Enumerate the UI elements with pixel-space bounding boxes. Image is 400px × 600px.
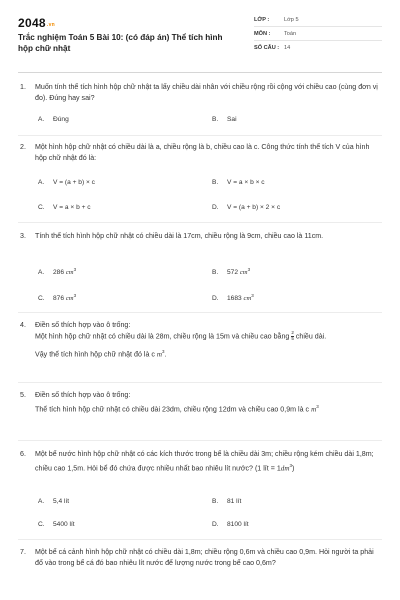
option-d[interactable] (212, 204, 280, 211)
option-letter: C. (38, 204, 45, 211)
question-number: 7. (20, 548, 26, 556)
question-text: Điền số thích hợp vào ô trống: (35, 321, 131, 329)
question-text: Một hình hộp chữ nhật có chiều dài là a, chiều rộng là b, chiều cao là c. Công thức tính thể tích V của hình hộp chữ nhật đó là: (35, 143, 370, 162)
option-value: 1683 (227, 295, 242, 303)
unit-exponent: 3 (316, 404, 319, 409)
body-text-end: chiều dài. (295, 332, 327, 341)
option-letter: A. (38, 116, 45, 123)
question-text: Tính thể tích hình hộp chữ nhật có chiều dài là 17cm, chiều rộng là 9cm, chiều cao là 11cm. (35, 232, 324, 240)
option-value: 286 (53, 269, 65, 277)
option-letter: B. (212, 269, 219, 277)
question-body (35, 331, 380, 343)
option-text: 8100 lít (227, 521, 249, 528)
option-b[interactable] (212, 116, 237, 123)
question-divider (18, 440, 382, 441)
question-text-end: ) (291, 464, 295, 473)
unit: cm (243, 295, 252, 303)
header-divider (18, 72, 382, 73)
option-letter: B. (212, 116, 219, 123)
option-text: V = (a + b) × 2 × c (227, 204, 281, 211)
unit: cm (239, 269, 248, 277)
subject-value: Toán (284, 31, 297, 37)
option-text: 81 lít (227, 498, 242, 505)
option-letter: C. (38, 521, 45, 528)
unit-exponent: 3 (73, 267, 77, 272)
page-title: Trắc nghiệm Toán 5 Bài 10: (có đáp án) Thể tích hình hộp chữ nhật (18, 33, 223, 53)
question-number: 4. (20, 321, 26, 329)
body-text: Thể tích hình hộp chữ nhật có chiều dài 23dm, chiều rộng 12dm và chiều cao 0,9m là c (35, 405, 310, 414)
body-text: Một hình hộp chữ nhật có chiều dài là 28m, chiều rộng là 15m và chiều cao bằng (35, 332, 290, 341)
unit-exponent: 3 (251, 293, 254, 298)
fraction-numerator: 2 (291, 330, 294, 335)
question-5 (20, 390, 380, 415)
option-text: 5,4 lít (53, 498, 70, 505)
question-body (35, 401, 380, 415)
site-logo[interactable] (18, 16, 55, 30)
meta-divider (254, 26, 382, 27)
question-number: 1. (20, 83, 26, 91)
option-d[interactable] (212, 293, 254, 302)
question-1 (20, 82, 380, 104)
option-c[interactable] (38, 204, 91, 211)
option-text: V = (a + b) × c (53, 179, 95, 186)
fraction-denominator: 5 (291, 335, 294, 341)
question-divider (18, 539, 382, 540)
question-divider (18, 135, 382, 136)
question-number: 2. (20, 143, 26, 151)
unit-exponent: 3 (289, 463, 292, 468)
option-letter: A. (38, 498, 45, 505)
question-answer-line (35, 346, 380, 360)
option-text: V = a × b × c (227, 179, 265, 186)
option-letter: A. (38, 269, 45, 277)
question-number: 5. (20, 391, 26, 399)
option-letter: D. (212, 521, 219, 528)
option-c[interactable] (38, 521, 75, 528)
option-c[interactable] (38, 293, 76, 302)
logo-suffix: .vn (46, 22, 56, 28)
question-3 (20, 231, 380, 242)
unit-exponent: 3 (162, 348, 165, 354)
option-b[interactable] (212, 267, 250, 276)
option-letter: B. (212, 179, 219, 186)
question-text-main: Một bể nước hình hộp chữ nhật có các kích thước trong bể là chiều dài 3m; chiều rộng kém chiều dài 1,8m; chiều cao 1,5m. Hỏi bể đó chứa được nhiều nhất bao nhiêu lít nước? (1 lít = 1 (35, 450, 374, 473)
option-b[interactable] (212, 498, 241, 505)
answer-end: . (164, 349, 167, 358)
option-letter: C. (38, 295, 45, 303)
question-text (35, 449, 380, 474)
unit: m (156, 349, 163, 358)
logo-text: 2048 (18, 16, 46, 30)
class-label: LỚP : (254, 17, 270, 23)
question-divider (18, 382, 382, 383)
unit-exponent: 3 (73, 293, 77, 298)
question-number: 6. (20, 450, 26, 458)
question-number: 3. (20, 232, 26, 240)
option-a[interactable] (38, 116, 69, 123)
question-2 (20, 142, 380, 164)
option-text: Đúng (53, 116, 69, 123)
option-a[interactable] (38, 498, 69, 505)
option-a[interactable] (38, 267, 76, 276)
option-value: 876 (53, 295, 65, 303)
meta-divider (254, 40, 382, 41)
option-text: 5400 lít (53, 521, 75, 528)
option-d[interactable] (212, 521, 249, 528)
option-letter: D. (212, 204, 219, 211)
question-text: Một bể cá cảnh hình hộp chữ nhật có chiều dài 1,8m; chiều rộng 0,6m và chiều cao 0,9m. Hỏi người ta phải đổ vào trong bể cá đó bao nhiêu lít nước để lượng nước trong bể cao 0,6m? (35, 548, 374, 567)
question-text: Điền số thích hợp vào ô trống: (35, 391, 131, 399)
answer-text: Vậy thể tích hình hộp chữ nhật đó là c (35, 349, 155, 358)
option-a[interactable] (38, 179, 95, 186)
class-value: Lớp 5 (284, 17, 299, 23)
question-7 (20, 547, 380, 569)
unit: m (311, 405, 317, 414)
option-text: Sai (227, 116, 237, 123)
question-divider (18, 222, 382, 223)
option-letter: D. (212, 295, 219, 303)
fraction (291, 331, 294, 341)
question-text: Muốn tính thể tích hình hộp chữ nhật ta lấy chiều dài nhân với chiều rộng rồi cộng với chiều cao (cùng đơn vị đo). Đúng hay sai? (35, 83, 378, 102)
option-letter: B. (212, 498, 219, 505)
unit: cm (65, 295, 74, 303)
unit: dm (280, 464, 290, 473)
option-letter: A. (38, 179, 45, 186)
option-text: V = a × b + c (53, 204, 91, 211)
question-4 (20, 320, 380, 360)
subject-label: MÔN : (254, 31, 271, 37)
option-b[interactable] (212, 179, 265, 186)
unit-exponent: 3 (247, 267, 251, 272)
count-value: 14 (284, 45, 291, 51)
question-divider (18, 312, 382, 313)
question-6 (20, 449, 380, 474)
count-label: SỐ CÂU : (254, 45, 280, 51)
unit: cm (65, 269, 74, 277)
option-value: 572 (227, 269, 239, 277)
